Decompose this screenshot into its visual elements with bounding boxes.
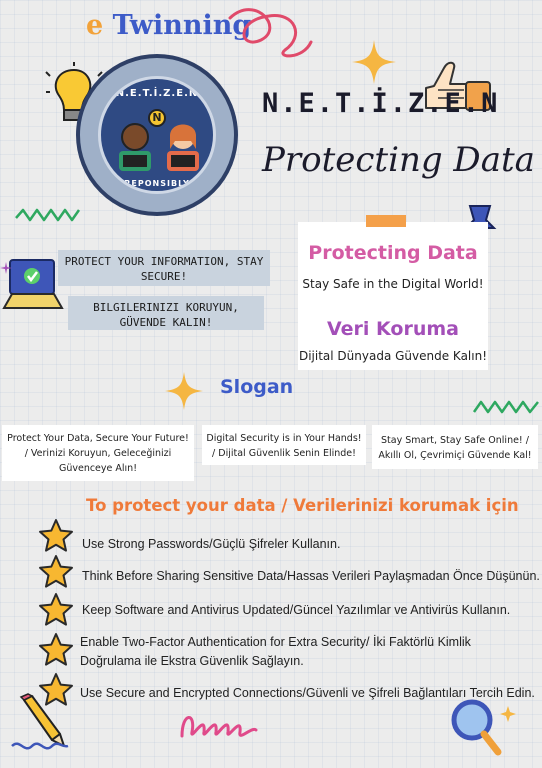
star-icon bbox=[38, 518, 74, 554]
tip-item-4-line-2: Doğrulama ile Ekstra Güvenlik Sağlayın. bbox=[80, 654, 304, 668]
tip-item-3: Keep Software and Antivirus Updated/Güncel Yazılımlar ve Antivirüs Kullanın. bbox=[82, 603, 511, 617]
sparkle-icon bbox=[352, 40, 396, 84]
squiggle-icon bbox=[10, 736, 70, 756]
tip-item-1: Use Strong Passwords/Güçlü Şifreler Kullanın. bbox=[82, 537, 341, 551]
tip-item-2: Think Before Sharing Sensitive Data/Hassas Verileri Paylaşmadan Önce Düşünün. bbox=[82, 569, 540, 583]
slogan-box-2: Digital Security is in Your Hands! / Dijital Güvenlik Senin Elinde! bbox=[202, 425, 366, 465]
card-subtitle-en: Stay Safe in the Digital World! bbox=[302, 277, 484, 291]
badge-bottom-text: REPONSIBLY bbox=[124, 179, 190, 188]
badge-top-text: N.E.T.İ.Z.E.N bbox=[115, 88, 199, 99]
page-subtitle: Protecting Data bbox=[262, 140, 535, 180]
tips-heading: To protect your data / Verilerinizi korumak için bbox=[86, 496, 519, 515]
slogan-heading: Slogan bbox=[220, 376, 294, 398]
brand-twinning: Twinning bbox=[112, 10, 252, 41]
badge-center bbox=[98, 76, 216, 194]
tip-item-5: Use Secure and Encrypted Connections/Güvenli ve Şifreli Bağlantıları Tercih Edin. bbox=[80, 686, 535, 700]
magnifier-icon bbox=[448, 698, 528, 764]
zigzag-decoration bbox=[14, 206, 84, 226]
slogan-box-3: Stay Smart, Stay Safe Online! / Akıllı Ol, Çevrimiçi Güvende Kal! bbox=[372, 425, 538, 469]
slogan-box-1: Protect Your Data, Secure Your Future! / Verinizi Koruyun, Geleceğinizi Güvenceye Alın! bbox=[2, 425, 194, 481]
card-title-tr: Veri Koruma bbox=[326, 318, 459, 340]
star-icon bbox=[38, 592, 74, 628]
info-box-english: PROTECT YOUR INFORMATION, STAY SECURE! bbox=[58, 250, 270, 286]
card-title-en: Protecting Data bbox=[308, 242, 478, 264]
sparkle-icon bbox=[0, 262, 12, 274]
card-subtitle-tr: Dijital Dünyada Güvende Kalın! bbox=[298, 349, 488, 363]
netizen-badge bbox=[76, 54, 238, 216]
info-box-turkish: BILGILERINIZI KORUYUN, GÜVENDE KALIN! bbox=[68, 296, 264, 330]
tape-decoration bbox=[366, 215, 406, 227]
loops-decoration bbox=[178, 706, 258, 742]
squiggle-icon bbox=[225, 0, 315, 60]
star-icon bbox=[38, 554, 74, 590]
zigzag-decoration bbox=[472, 398, 542, 418]
protecting-data-card bbox=[298, 222, 488, 370]
brand-e: e bbox=[86, 10, 104, 41]
boy-avatar bbox=[113, 121, 157, 171]
sparkle-icon bbox=[165, 372, 203, 410]
page-title: N.E.T.İ.Z.E.N bbox=[262, 88, 500, 119]
badge-n-circle: N bbox=[148, 109, 166, 127]
tip-item-4-line-1: Enable Two-Factor Authentication for Extra Security/ İki Faktörlü Kimlik bbox=[80, 635, 471, 649]
girl-avatar bbox=[161, 121, 205, 171]
star-icon bbox=[38, 632, 74, 668]
